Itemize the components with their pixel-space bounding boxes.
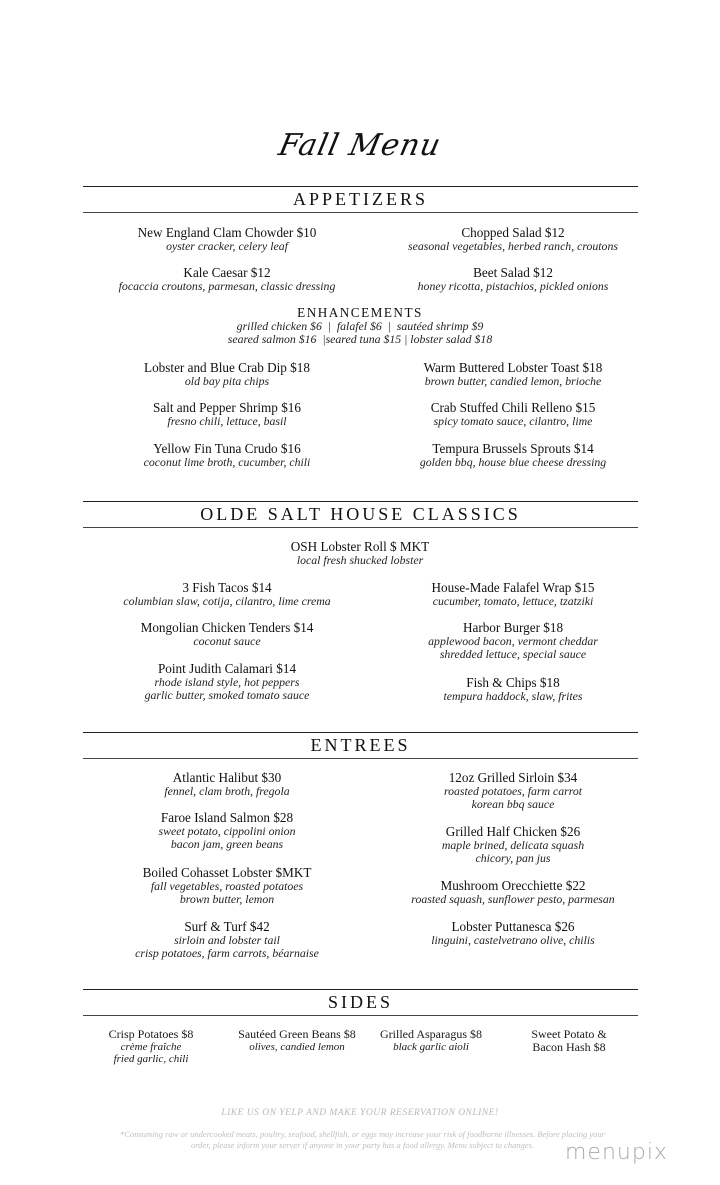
item-desc: roasted squash, sunflower pesto, parmesan (411, 892, 615, 906)
item-desc: brown butter, lemon (179, 892, 275, 906)
menu-item (368, 226, 658, 253)
section-heading-appetizers: APPETIZERS (83, 186, 638, 213)
menu-item (82, 266, 372, 293)
item-desc: fennel, clam broth, fregola (164, 784, 290, 798)
menu-item (368, 266, 658, 293)
item-name: OSH Lobster Roll $ MKT (290, 539, 430, 554)
menu-item (368, 676, 658, 703)
menu-item (82, 866, 372, 906)
menu-item (82, 442, 372, 469)
menu-item (82, 811, 372, 851)
item-desc: chicory, pan jus (475, 851, 551, 865)
item-desc: sirloin and lobster tail (174, 933, 280, 947)
item-name: Tempura Brussels Sprouts $14 (432, 441, 594, 456)
item-desc: shredded lettuce, special sauce (439, 647, 587, 661)
item-desc: spicy tomato sauce, cilantro, lime (433, 414, 593, 428)
item-desc: old bay pita chips (184, 374, 270, 388)
side-item (222, 1028, 372, 1053)
item-desc: focaccia croutons, parmesan, classic dressing (118, 279, 336, 293)
item-name: Lobster and Blue Crab Dip $18 (144, 360, 310, 375)
menupix-watermark: menupix (565, 1140, 668, 1165)
menu-item (82, 920, 372, 960)
item-name: Warm Buttered Lobster Toast $18 (423, 360, 603, 375)
item-desc: golden bbq, house blue cheese dressing (419, 455, 607, 469)
item-name: Kale Caesar $12 (183, 265, 271, 280)
item-name: Yellow Fin Tuna Crudo $16 (153, 441, 301, 456)
enhancements-line: grilled chicken $6 | falafel $6 | sautéed shrimp $9 (236, 319, 484, 333)
side-item (356, 1028, 506, 1053)
menu-item (368, 361, 658, 388)
item-desc: coconut lime broth, cucumber, chili (143, 455, 311, 469)
item-name: Chopped Salad $12 (461, 225, 565, 240)
menu-item (368, 401, 658, 428)
menu-item (368, 879, 658, 906)
item-name: Grilled Half Chicken $26 (445, 824, 581, 839)
menu-item (368, 920, 658, 947)
enhancements-heading: ENHANCEMENTS (297, 305, 423, 320)
item-desc: roasted potatoes, farm carrot (443, 784, 583, 798)
side-item (494, 1028, 644, 1054)
item-desc: black garlic aioli (393, 1041, 469, 1053)
item-desc: oyster cracker, celery leaf (166, 239, 288, 253)
item-desc: cucumber, tomato, lettuce, tzatziki (432, 594, 594, 608)
item-name: Sautéed Green Beans $8 (238, 1027, 356, 1041)
item-desc: applewood bacon, vermont cheddar (428, 634, 598, 648)
item-desc: fresno chili, lettuce, basil (167, 414, 287, 428)
item-name: Crisp Potatoes $8 (108, 1027, 194, 1041)
enhancements-block (0, 306, 720, 346)
item-name: Mushroom Orecchiette $22 (440, 878, 586, 893)
menu-item (82, 581, 372, 608)
item-name: Crab Stuffed Chili Relleno $15 (430, 400, 596, 415)
item-name: 3 Fish Tacos $14 (182, 580, 272, 595)
item-name: Boiled Cohasset Lobster $MKT (142, 865, 312, 880)
side-item (76, 1028, 226, 1065)
item-desc: linguini, castelvetrano olive, chilis (431, 933, 595, 947)
item-name: 12oz Grilled Sirloin $34 (448, 770, 578, 785)
menu-item (368, 442, 658, 469)
menu-item (82, 771, 372, 798)
item-desc: columbian slaw, cotija, cilantro, lime crema (123, 594, 331, 608)
disclaimer-line: order, please inform your server if anyone in your party has a food allergy. Menu subject to changes. (190, 1140, 535, 1150)
item-desc: rhode island style, hot peppers (154, 675, 300, 689)
menu-title: Fall Menu (275, 128, 445, 163)
item-name: Fish & Chips $18 (466, 675, 560, 690)
item-desc: olives, candied lemon (249, 1041, 345, 1053)
item-desc: seasonal vegetables, herbed ranch, croutons (408, 239, 618, 253)
item-name: House-Made Falafel Wrap $15 (431, 580, 595, 595)
item-desc: crisp potatoes, farm carrots, béarnaise (135, 946, 319, 960)
item-desc: bacon jam, green beans (170, 837, 284, 851)
item-desc: fall vegetables, roasted potatoes (150, 879, 304, 893)
item-name: Mongolian Chicken Tenders $14 (140, 620, 314, 635)
menu-item (82, 621, 372, 648)
menu-item (368, 581, 658, 608)
item-name: Point Judith Calamari $14 (157, 661, 297, 676)
menu-item (368, 621, 658, 661)
featured-item (0, 540, 720, 567)
food-safety-disclaimer (90, 1129, 635, 1151)
item-name: New England Clam Chowder $10 (137, 225, 317, 240)
menu-item (82, 226, 372, 253)
item-desc: korean bbq sauce (471, 797, 555, 811)
disclaimer-line: *Consuming raw or undercooked meats, poultry, seafood, shellfish, or eggs may increase your risk of foodborne illnesses. Before placing your (120, 1129, 605, 1139)
item-name: Harbor Burger $18 (462, 620, 564, 635)
item-name: Faroe Island Salmon $28 (160, 810, 294, 825)
item-desc: fried garlic, chili (113, 1053, 189, 1065)
menu-item (82, 401, 372, 428)
item-name: Lobster Puttanesca $26 (451, 919, 575, 934)
item-desc: tempura haddock, slaw, frites (443, 689, 583, 703)
item-desc: garlic butter, smoked tomato sauce (144, 688, 310, 702)
item-name: Surf & Turf $42 (184, 919, 270, 934)
item-name: Beet Salad $12 (473, 265, 553, 280)
item-name: Salt and Pepper Shrimp $16 (153, 400, 301, 415)
item-desc: maple brined, delicata squash (441, 838, 585, 852)
menu-item (82, 361, 372, 388)
yelp-promo-text: LIKE US ON YELP AND MAKE YOUR RESERVATION ONLINE! (221, 1108, 499, 1118)
item-name-line2: Bacon Hash $8 (532, 1040, 606, 1054)
item-name: Atlantic Halibut $30 (172, 770, 282, 785)
item-desc: local fresh shucked lobster (296, 553, 424, 567)
item-desc: crème fraîche (120, 1041, 182, 1053)
menu-item (368, 825, 658, 865)
item-desc: sweet potato, cippolini onion (158, 824, 296, 838)
item-name: Grilled Asparagus $8 (380, 1027, 482, 1041)
section-heading-classics: OLDE SALT HOUSE CLASSICS (83, 501, 638, 528)
section-heading-sides: SIDES (83, 989, 638, 1016)
item-name: Sweet Potato & (531, 1027, 607, 1041)
item-desc: coconut sauce (193, 634, 261, 648)
enhancements-line: seared salmon $16 |seared tuna $15 | lobster salad $18 (227, 332, 493, 346)
item-desc: honey ricotta, pistachios, pickled onions (417, 279, 609, 293)
menu-item (368, 771, 658, 811)
section-heading-entrees: ENTREES (83, 732, 638, 759)
item-desc: brown butter, candied lemon, brioche (424, 374, 602, 388)
menu-item (82, 662, 372, 702)
